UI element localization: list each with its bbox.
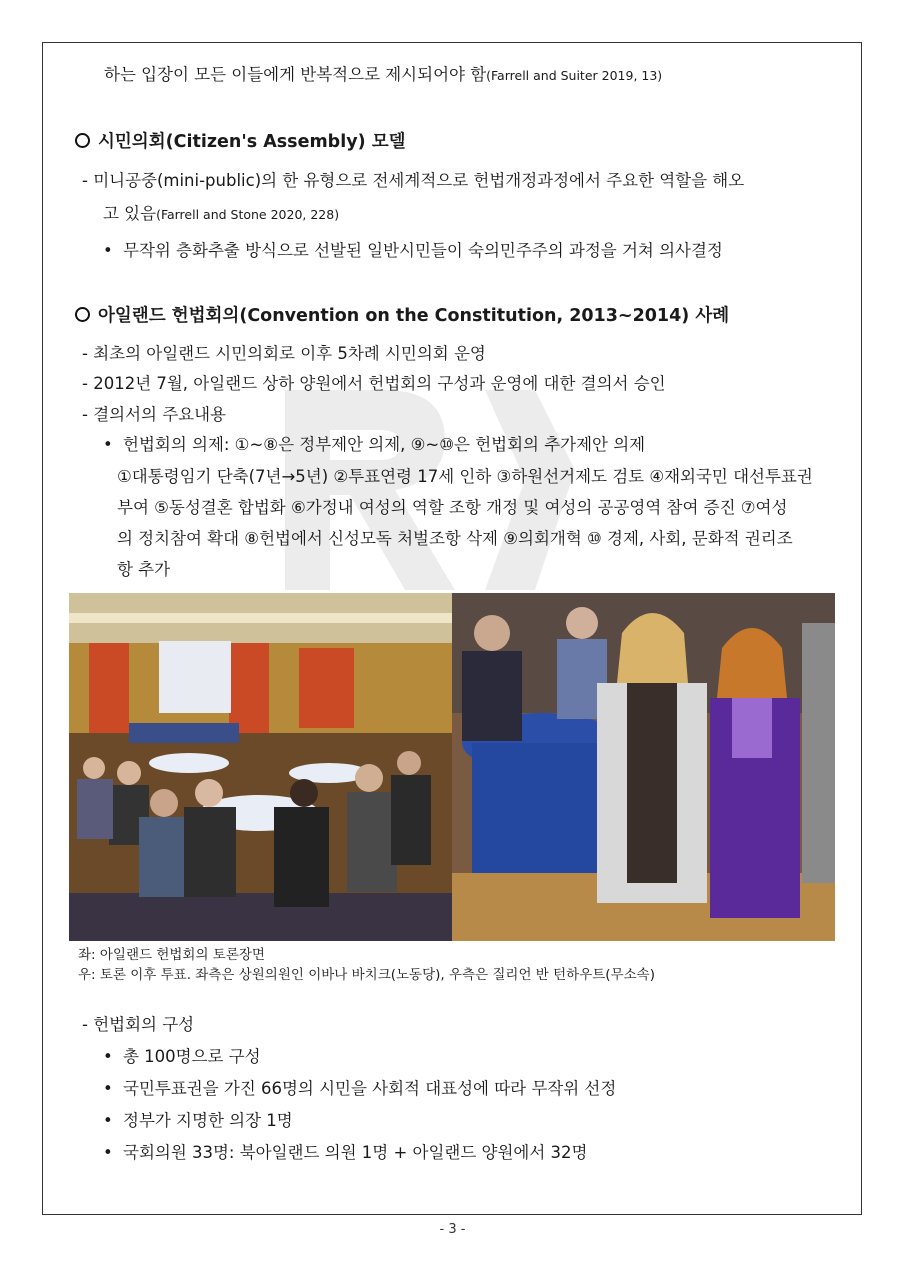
bullet-item: • 국회의원 33명: 북아일랜드 의원 1명 + 아일랜드 양원에서 32명 — [103, 1143, 588, 1162]
text-line: ①대통령임기 단축(7년→5년) ②투표연령 17세 인하 ③하원선거제도 검토 ④재외국민 대선투표권 — [117, 467, 813, 486]
text-line: - 결의서의 주요내용 — [82, 405, 226, 424]
text-line: 부여 ⑤동성결혼 합법화 ⑥가정내 여성의 역할 조항 개정 및 여성의 공공영역 참여 증진 ⑦여성 — [117, 498, 788, 517]
text-line: - 최초의 아일랜드 시민의회로 이후 5차례 시민의회 운영 — [82, 344, 486, 363]
watermark-logo — [265, 370, 595, 610]
bullet-item: • 헌법회의 의제: ①~⑧은 정부제안 의제, ⑨~⑩은 헌법회의 추가제안 의제 — [103, 435, 646, 454]
bullet-item: • 정부가 지명한 의장 1명 — [103, 1111, 293, 1130]
section-heading-ireland-convention: 아일랜드 헌법회의(Convention on the Constitution, 2013~2014) 사례 — [75, 305, 729, 327]
bullet-item: • 국민투표권을 가진 66명의 시민을 사회적 대표성에 따라 무작위 선정 — [103, 1079, 617, 1098]
text-line: 의 정치참여 확대 ⑧헌법에서 신성모독 처벌조항 삭제 ⑨의회개혁 ⑩ 경제, 사회, 문화적 권리조 — [117, 529, 793, 548]
text-line: - 2012년 7월, 아일랜드 상하 양원에서 헌법회의 구성과 운영에 대한 결의서 승인 — [82, 374, 666, 393]
text-line: 고 있음(Farrell and Stone 2020, 228) — [103, 204, 340, 223]
circle-bullet-icon — [75, 133, 90, 148]
text-line: - 미니공중(mini-public)의 한 유형으로 전세계적으로 헌법개정과정에서 주요한 역할을 해오 — [82, 171, 745, 190]
bullet-item: • 무작위 층화추출 방식으로 선발된 일반시민들이 숙의민주주의 과정을 거쳐 의사결정 — [103, 241, 723, 260]
text-line: 항 추가 — [117, 560, 171, 579]
photo-vote-after-discussion — [452, 593, 835, 941]
section-heading-citizens-assembly: 시민의회(Citizen's Assembly) 모델 — [75, 131, 406, 153]
photo-convention-discussion — [69, 593, 452, 941]
circle-bullet-icon — [75, 307, 90, 322]
text-line: 하는 입장이 모든 이들에게 반복적으로 제시되어야 함(Farrell and Suiter 2019, 13) — [104, 65, 663, 84]
page-number: - 3 - — [439, 1222, 466, 1237]
text-line: - 헌법회의 구성 — [82, 1015, 195, 1034]
bullet-item: • 총 100명으로 구성 — [103, 1047, 261, 1066]
photo-caption-right: 우: 토론 이후 투표. 좌측은 상원의원인 이바나 바치크(노동당), 우측은 질리언 반 턴하우트(무소속) — [78, 967, 655, 983]
photo-caption-left: 좌: 아일랜드 헌법회의 토론장면 — [78, 947, 265, 963]
